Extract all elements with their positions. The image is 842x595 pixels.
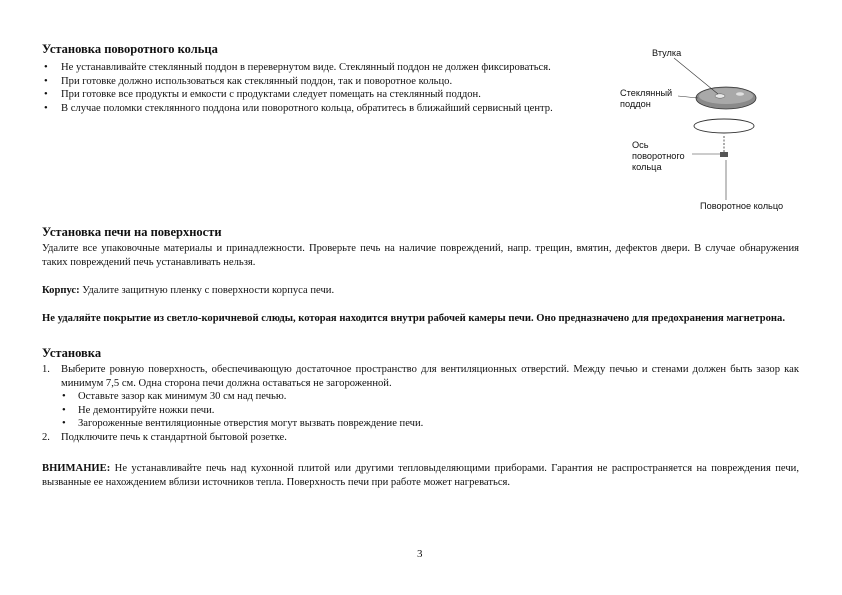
step-sub-list: [42, 390, 799, 431]
glass-tray-top: [699, 88, 753, 104]
section-title-installation: Установка: [42, 346, 102, 360]
hub-label: Втулка: [652, 48, 682, 58]
section-title-oven-placement: Установка печи на поверхности: [42, 225, 222, 239]
turntable-diagram: [600, 40, 820, 220]
section-title-turntable-ring: Установка поворотного кольца: [42, 42, 218, 56]
body-text: Удалите защитную пленку с поверхности корпуса печи.: [79, 285, 335, 296]
list-item: • При готовке должно использоваться как стеклянный поддон, так и поворотное кольцо.: [42, 75, 608, 89]
tray-leader-line: [678, 96, 698, 98]
list-item: • В случае поломки стеклянного поддона или поворотного кольца, обратитесь в ближайший сервисный центр.: [42, 102, 608, 116]
step-text: Подключите печь к стандартной бытовой розетке.: [61, 431, 287, 443]
hub-shape: [715, 94, 725, 98]
attention-label: ВНИМАНИЕ:: [42, 463, 111, 474]
axis-label-line1: Ось: [632, 140, 649, 150]
hub-leader-line: [674, 58, 718, 94]
body-paragraph: [42, 284, 799, 298]
rotating-ring-shape: [694, 119, 754, 133]
sub-list-container: [42, 390, 799, 431]
ring-label: Поворотное кольцо: [700, 201, 784, 211]
mica-warning: Не удаляйте покрытие из светло-коричневой слюды, которая находится внутри рабочей камеры печи. Оно предназначено для предохранения магнетрона.: [42, 313, 785, 324]
step-number: 1.: [42, 364, 50, 375]
body-label: Корпус:: [42, 285, 80, 296]
list-item: • Не демонтируйте ножки печи.: [42, 404, 799, 418]
attention-text: Не устанавливайте печь над кухонной плитой или другими тепловыделяющими приборами. Гарантия не распространяется на повреждения печи, вызванные ее нахождением вблизи источников тепла. Поверхность печи при работе может нагреваться.: [42, 463, 799, 488]
list-item: • Загороженные вентиляционные отверстия могут вызвать повреждение печи.: [42, 417, 799, 431]
list-item: • Не устанавливайте стеклянный поддон в перевернутом виде. Стеклянный поддон не должен фиксироваться.: [42, 61, 608, 75]
axis-label-line3: кольца: [632, 162, 662, 172]
attention-paragraph: [42, 462, 799, 489]
glass-tray-label-line2: поддон: [620, 99, 651, 109]
axis-label-line2: поворотного: [632, 151, 685, 161]
glass-tray-label-line1: Стеклянный: [620, 88, 673, 98]
step-text: Выберите ровную поверхность, обеспечивающую достаточное пространство для вентиляционных отверстий. Между печью и стенами должен быть зазор как минимум 7,5 см. Одна сторона печи должна оставаться не загороженной.: [61, 364, 799, 389]
list-item: [42, 431, 799, 445]
installation-steps: [42, 363, 799, 445]
list-item: • При готовке все продукты и емкости с продуктами следует помещать на стеклянный поддон.: [42, 88, 608, 102]
axis-shape: [720, 152, 728, 157]
page-number: 3: [417, 548, 423, 560]
tray-highlight: [736, 92, 744, 96]
placement-paragraph: Удалите все упаковочные материалы и принадлежности. Проверьте печь на наличие повреждений, напр. трещин, вмятин, дефектов двери. В случае обнаружения таких повреждений печь устанавливать нельзя.: [42, 243, 799, 268]
step-number: 2.: [42, 431, 50, 443]
list-item: • Оставьте зазор как минимум 30 см над печью.: [42, 390, 799, 404]
list-item: [42, 363, 799, 390]
turntable-bullet-list: [42, 61, 608, 115]
turntable-illustration: [600, 40, 820, 220]
